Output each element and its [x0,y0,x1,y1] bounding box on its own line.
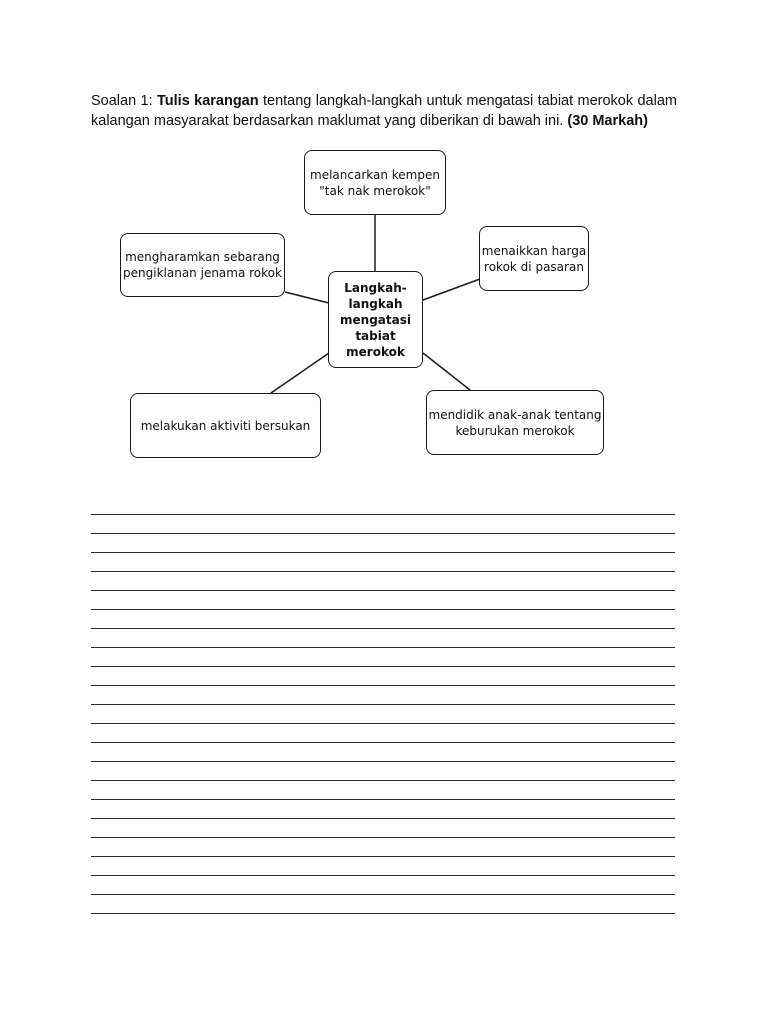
center-line-2: langkah [348,296,403,311]
connector-bottom-left [271,353,329,393]
node-left-line-1: mengharamkan sebarang [125,250,280,264]
node-bottom-left-line-1: melakukan aktiviti bersukan [140,418,311,433]
mind-map-diagram [0,0,768,480]
node-bottom-right [426,390,604,455]
node-right [479,226,589,291]
connector-right [423,279,480,300]
answer-line[interactable] [91,762,675,781]
question-bold-phrase: Tulis karangan [157,93,259,109]
answer-line[interactable] [91,686,675,705]
answer-line[interactable] [91,648,675,667]
answer-line[interactable] [91,895,675,914]
node-top-line-1: melancarkan kempen [310,167,440,182]
node-top [304,150,446,215]
answer-line[interactable] [91,705,675,724]
answer-line[interactable] [91,724,675,743]
node-bottom-left [130,393,321,458]
question-marks: (30 Markah) [567,113,648,129]
answer-line[interactable] [91,743,675,762]
answer-line[interactable] [91,781,675,800]
answer-line[interactable] [91,800,675,819]
answer-line[interactable] [91,610,675,629]
answer-line[interactable] [91,876,675,895]
node-top-line-2: "tak nak merokok" [319,183,431,198]
node-right-line-1: menaikkan harga [481,243,587,258]
answer-line[interactable] [91,857,675,876]
answer-line[interactable] [91,553,675,572]
node-bottom-right-line-1: mendidik anak-anak tentang [428,407,602,422]
answer-line[interactable] [91,667,675,686]
node-bottom-right-line-2: keburukan merokok [455,423,575,438]
connector-left [285,292,329,303]
answer-line[interactable] [91,819,675,838]
answer-line[interactable] [91,838,675,857]
answer-line[interactable] [91,629,675,648]
question-prefix: Soalan 1: [91,93,157,109]
answer-line[interactable] [91,515,675,534]
answer-line[interactable] [91,572,675,591]
question-body: tentang langkah-langkah untuk mengatasi tabiat merokok dalam kalangan masyarakat berdasarkan maklumat yang diberikan di bawah ini. [91,93,677,129]
node-left [120,233,285,297]
node-right-line-2: rokok di pasaran [484,259,584,274]
center-line-5: merokok [346,344,405,359]
connector-bottom-right [423,353,470,390]
center-line-1: Langkah- [344,280,407,295]
center-line-4: tabiat [355,328,396,343]
mind-map-connectors [0,0,768,480]
answer-line[interactable] [91,496,675,515]
answer-line[interactable] [91,534,675,553]
answer-line[interactable] [91,591,675,610]
node-left-line-2: pengiklanan jenama rokok [123,266,282,280]
center-line-3: mengatasi [340,312,411,327]
center-node [328,271,423,368]
answer-lines[interactable] [91,496,675,914]
